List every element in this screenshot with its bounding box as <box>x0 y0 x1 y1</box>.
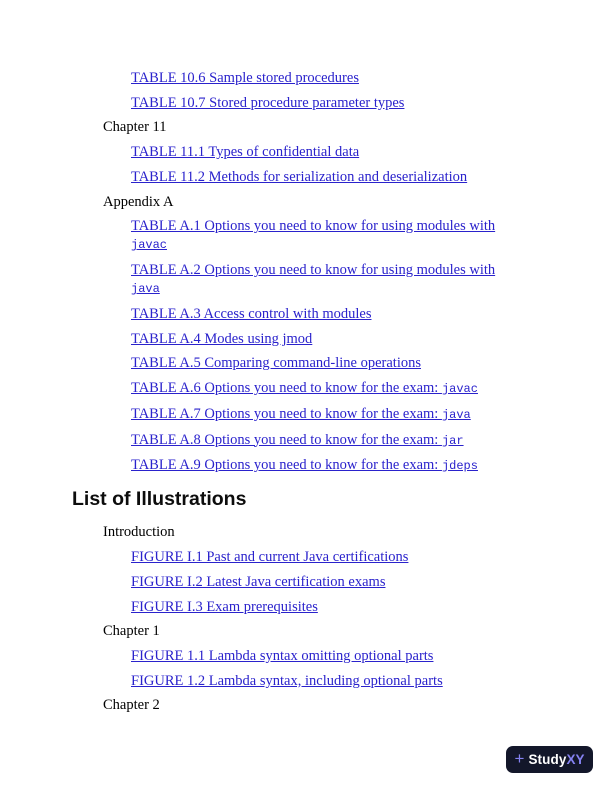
toc-link[interactable]: TABLE A.8 Options you need to know for the exam: jar <box>131 431 464 448</box>
toc-entry <box>72 548 540 566</box>
toc-link[interactable]: TABLE 10.6 Sample stored procedures <box>131 70 359 86</box>
list-of-tables-tail-section <box>72 69 540 475</box>
toc-entry <box>72 354 540 372</box>
toc-entry <box>72 431 540 450</box>
toc-entry <box>72 573 540 591</box>
inline-code: jar <box>441 433 464 448</box>
brand-name-primary: Study <box>528 752 567 767</box>
toc-content <box>72 69 540 721</box>
list-of-illustrations-entries <box>72 523 540 714</box>
toc-section-label: Chapter 1 <box>103 623 160 640</box>
toc-link[interactable]: TABLE 10.7 Stored procedure parameter types <box>131 94 405 111</box>
toc-entry <box>72 598 540 616</box>
toc-entry <box>72 261 540 298</box>
list-of-tables-entries <box>72 69 540 475</box>
toc-entry <box>72 379 540 398</box>
toc-link[interactable]: TABLE A.1 Options you need to know for using modules with javac <box>131 218 496 253</box>
toc-entry <box>72 168 540 186</box>
toc-section-label: Introduction <box>103 524 175 541</box>
inline-code: javac <box>131 238 168 253</box>
toc-link[interactable]: TABLE A.2 Options you need to know for using modules with java <box>131 262 496 297</box>
toc-link[interactable]: TABLE A.4 Modes using jmod <box>131 330 313 347</box>
toc-section-label: Chapter 2 <box>103 697 160 714</box>
toc-link[interactable]: FIGURE I.2 Latest Java certification exams <box>131 573 386 590</box>
toc-entry <box>72 330 540 348</box>
toc-entry <box>72 305 540 323</box>
inline-code: java <box>131 282 160 297</box>
toc-link[interactable]: FIGURE 1.2 Lambda syntax, including optional parts <box>131 672 443 689</box>
toc-section-label: Chapter 11 <box>103 119 167 136</box>
inline-code: jdeps <box>441 459 478 474</box>
toc-link[interactable]: FIGURE I.3 Exam prerequisites <box>131 598 318 615</box>
toc-link[interactable]: TABLE 11.2 Methods for serialization and deserialization <box>131 168 468 185</box>
toc-entry <box>72 647 540 665</box>
toc-link[interactable]: TABLE A.5 Comparing command-line operations <box>131 355 421 372</box>
toc-entry <box>72 217 540 254</box>
toc-section-label: Appendix A <box>103 193 174 210</box>
toc-entry <box>72 143 540 161</box>
inline-code: javac <box>441 382 478 397</box>
toc-link[interactable]: TABLE A.7 Options you need to know for the exam: java <box>131 405 471 422</box>
brand-name-accent: XY <box>566 752 585 767</box>
toc-link[interactable]: TABLE 11.1 Types of confidential data <box>131 144 360 161</box>
toc-entry <box>72 94 540 112</box>
toc-entry <box>72 405 540 424</box>
studyxy-badge[interactable] <box>506 746 593 773</box>
toc-link[interactable]: FIGURE I.1 Past and current Java certifications <box>131 549 409 566</box>
toc-entry <box>72 672 540 690</box>
inline-code: java <box>441 407 471 422</box>
toc-link[interactable]: FIGURE 1.1 Lambda syntax omitting optional parts <box>131 647 434 664</box>
list-of-illustrations-section <box>72 523 540 714</box>
toc-entry <box>72 456 540 475</box>
plus-icon: + <box>514 749 525 768</box>
toc-entry <box>72 69 540 87</box>
list-of-illustrations-heading: List of Illustrations <box>72 488 247 511</box>
toc-link[interactable]: TABLE A.6 Options you need to know for the exam: javac <box>131 380 478 397</box>
toc-link[interactable]: TABLE A.9 Options you need to know for the exam: jdeps <box>131 457 478 474</box>
toc-link[interactable]: TABLE A.3 Access control with modules <box>131 306 372 323</box>
